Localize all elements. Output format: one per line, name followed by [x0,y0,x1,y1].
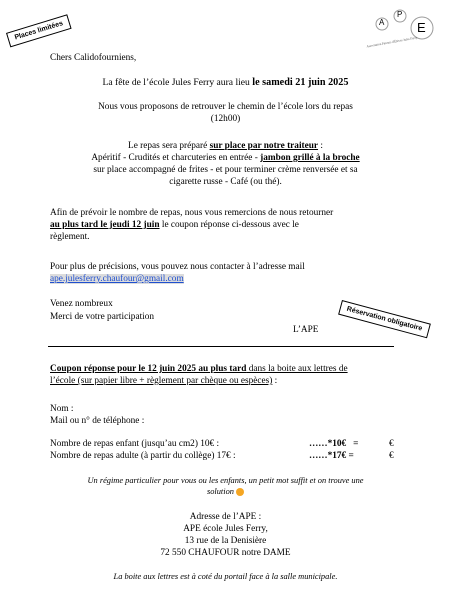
diet-l2: solution [206,487,234,496]
adult-meals-label: Nombre de repas adulte (à partir du collège) 17€ : [50,451,236,461]
event-line [0,77,451,89]
deadline-line-3: règlement. [50,232,90,242]
diet-line-2 [0,487,451,498]
meal-l2-a: Apéritif - Crudités et charcuteries en entrée - [91,153,261,163]
deadline-line-2 [50,220,299,232]
address-line-2: APE école Jules Ferry, [183,524,268,534]
meal-l1-b: sur place par notre traiteur [209,141,319,151]
meal-line-4: cigarette russe - Café (ou thé). [169,177,282,187]
event-date: le samedi 21 juin 2025 [252,77,349,88]
smiley-icon [236,488,244,496]
meal-line-1 [0,141,451,153]
closing-line-1: Venez nombreux [50,299,113,309]
signature: L’APE [293,325,319,335]
footer-note: La boite aux lettres est à coté du portail face à la salle municipale. [113,572,338,581]
logo-letter-a: A [379,18,385,27]
address-line-4: 72 550 CHAUFOUR notre DAME [160,548,291,558]
event-prefix: La fête de l’école Jules Ferry aura lieu [102,77,253,88]
child-meals-label: Nombre de repas enfant (jusqu’au cm2) 10€ : [50,439,220,449]
child-meals-euro: € [389,439,394,449]
meal-line-2 [0,153,451,165]
adult-meals-calc: ……*17€ = [309,451,354,461]
diet-line-1: Un régime particulier pour vous ou les enfants, un petit mot suffit et on trouve une [87,476,364,485]
contact-email-link[interactable]: ape.julesferry.chaufour@gmail.com [50,274,184,284]
closing-line-2: Merci de votre participation [50,312,155,322]
coupon-l2-end: : [272,376,278,386]
coupon-line-2 [50,376,277,388]
logo-letter-e: E [417,20,426,35]
address-line-1: Adresse de l’APE : [189,512,262,522]
stamp-mid-text: Réservation obligatoire [345,305,423,333]
reservation-obligatoire-stamp [338,300,431,338]
address-line-3: 13 rue de la Denisière [184,536,267,546]
contact-email-wrap [50,274,184,286]
adult-meals-euro: € [389,451,394,461]
places-limitees-stamp [6,14,72,47]
meal-l1-a: Le repas sera préparé [128,141,210,151]
separator-line [48,346,394,347]
meal-l2-b: jambon grillé à la broche [260,153,360,163]
meal-l1-c: : [318,141,323,151]
coupon-l1-rest: dans la boite aux lettres de [246,364,348,374]
contact-line-1: Pour plus de précisions, vous pouvez nous contacter à l’adresse mail [50,262,305,272]
deadline-line-1: Afin de prévoir le nombre de repas, nous vous remercions de nous retourner [50,208,334,218]
stamp-text: Places limitées [13,20,64,42]
ape-logo [366,6,440,50]
invite-line-1: Nous vous proposons de retrouver le chemin de l’école lors du repas [98,102,353,112]
deadline-date: au plus tard le jeudi 12 juin [50,220,160,230]
coupon-line-1 [50,364,348,376]
logo-letter-p: P [397,10,403,19]
logo-caption: Association Parents d'Élèves Jules Ferry [366,35,418,49]
coupon-nom-label: Nom : [50,404,74,414]
coupon-deadline: Coupon réponse pour le 12 juin 2025 au plus tard [50,364,247,374]
deadline-l2-rest: le coupon réponse ci-dessous avec le [159,220,299,230]
meal-line-3: sur place accompagné de frites - et pour terminer crème renversée et sa [93,165,358,175]
child-meals-calc: ……*10€ = [309,439,359,449]
coupon-mail-label: Mail ou n° de téléphone : [50,416,145,426]
coupon-l2: l’école (sur papier libre + règlement par chèque ou espèces) [50,376,273,386]
greeting: Chers Calidofourniens, [50,53,137,63]
invite-line-2: (12h00) [210,114,241,124]
